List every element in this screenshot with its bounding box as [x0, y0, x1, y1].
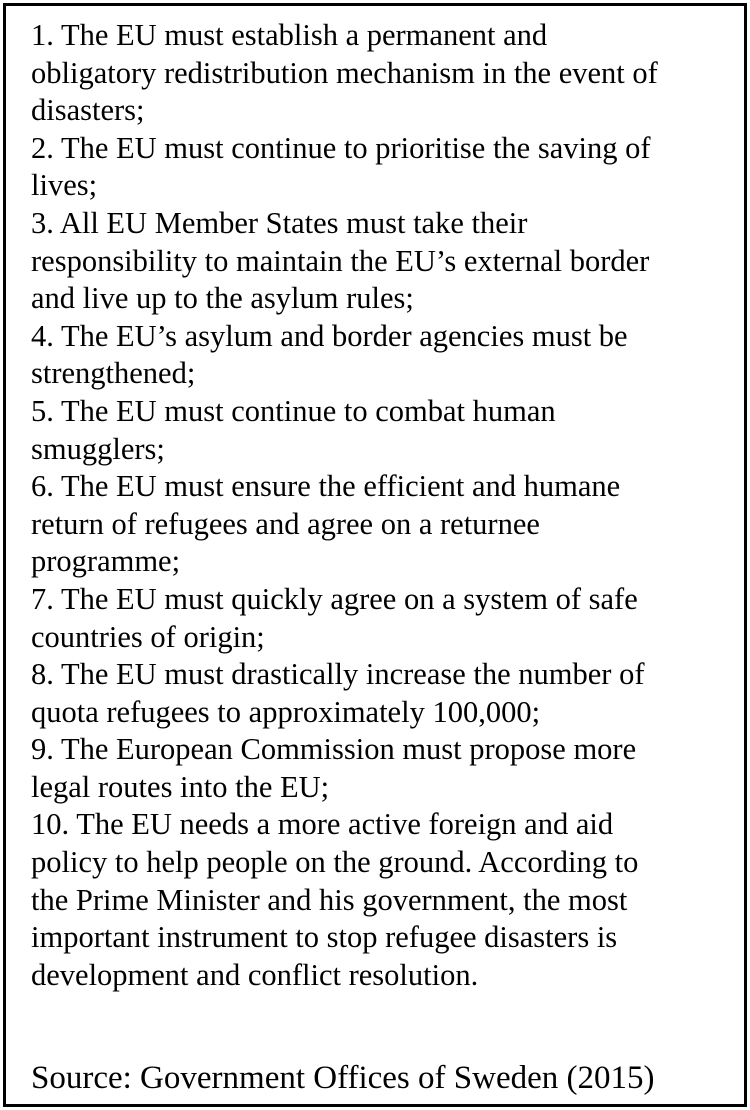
- line: smugglers;: [31, 431, 165, 466]
- list-item: [31, 581, 721, 656]
- line: and live up to the asylum rules;: [31, 281, 414, 316]
- list-item: [31, 130, 721, 205]
- line: 5. The EU must continue to combat human: [31, 393, 556, 428]
- line: programme;: [31, 544, 181, 579]
- text-box: [3, 3, 747, 1107]
- list-item: [31, 17, 721, 130]
- list-item: [31, 656, 721, 731]
- line: 10. The EU needs a more active foreign and aid: [31, 807, 614, 842]
- line: 1. The EU must establish a permanent and: [31, 18, 548, 52]
- line: countries of origin;: [31, 619, 265, 654]
- list-item: [31, 468, 721, 581]
- list-item: [31, 731, 721, 806]
- line: obligatory redistribution mechanism in the event of: [31, 55, 658, 90]
- line: disasters;: [31, 93, 145, 128]
- line: legal routes into the EU;: [31, 769, 330, 804]
- line: 3. All EU Member States must take their: [31, 205, 528, 240]
- line: quota refugees to approximately 100,000;: [31, 694, 541, 729]
- list-item: [31, 806, 721, 994]
- list-item: [31, 205, 721, 318]
- line: responsibility to maintain the EU’s external border: [31, 243, 650, 278]
- line: strengthened;: [31, 356, 196, 391]
- line: 6. The EU must ensure the efficient and humane: [31, 469, 621, 504]
- line: return of refugees and agree on a returnee: [31, 506, 540, 541]
- line: 8. The EU must drastically increase the number of: [31, 657, 645, 692]
- line: lives;: [31, 168, 98, 203]
- line: the Prime Minister and his government, the most: [31, 882, 628, 917]
- line: 7. The EU must quickly agree on a system of safe: [31, 581, 638, 616]
- list-item: [31, 393, 721, 468]
- line: policy to help people on the ground. According to: [31, 845, 639, 880]
- source-citation: Source: Government Offices of Sweden (2015): [31, 1060, 655, 1096]
- line: development and conflict resolution.: [31, 957, 479, 992]
- line: 2. The EU must continue to prioritise the saving of: [31, 130, 651, 165]
- line: 4. The EU’s asylum and border agencies must be: [31, 318, 628, 353]
- line: important instrument to stop refugee disasters is: [31, 920, 618, 955]
- line: 9. The European Commission must propose more: [31, 732, 637, 767]
- recommendation-list: [31, 17, 721, 994]
- list-item: [31, 318, 721, 393]
